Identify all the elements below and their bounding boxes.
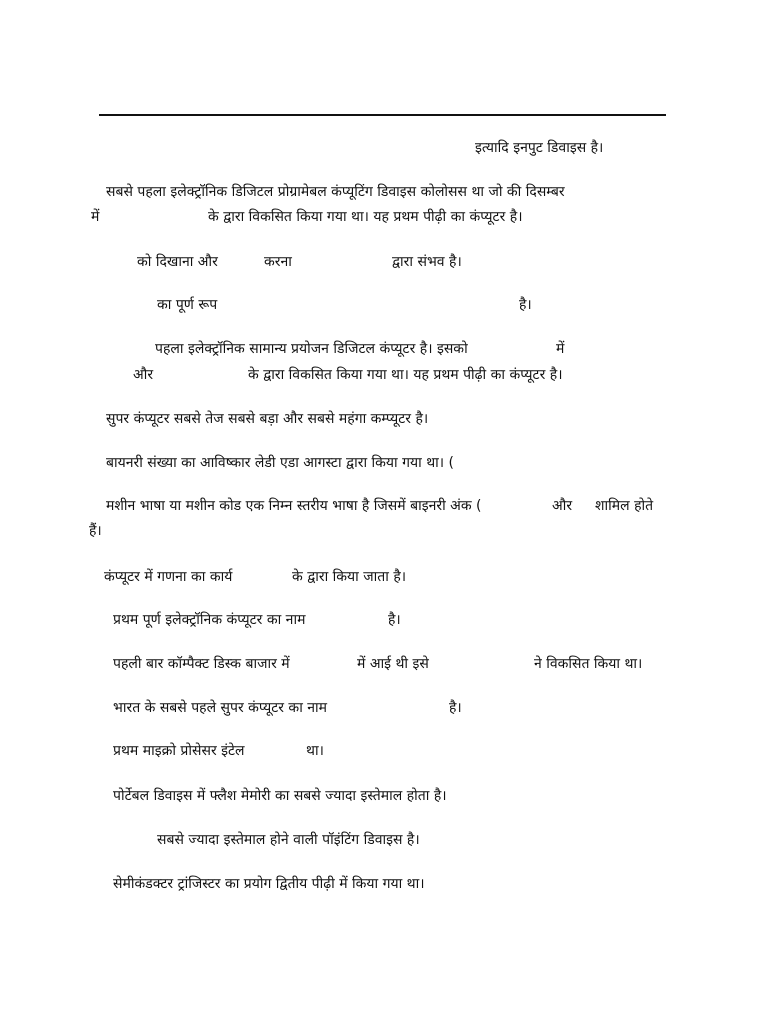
text-line: और <box>552 498 573 514</box>
text-line: के द्वारा विकसित किया गया था। यह प्रथम पीढ़ी का कंप्यूटर है। <box>208 209 523 225</box>
text-line: पोर्टेबल डिवाइस में फ्लैश मेमोरी का सबसे ज्यादा इस्तेमाल होता है। <box>113 788 447 804</box>
text-line: मशीन भाषा या मशीन कोड एक निम्न स्तरीय भाषा है जिसमें बाइनरी अंक ( <box>106 498 482 514</box>
text-line: में आई थी इसे <box>357 656 429 672</box>
text-line: प्रथम माइक्रो प्रोसेसर इंटेल <box>113 743 245 759</box>
text-line: हैं। <box>89 523 102 539</box>
text-line: करना <box>264 254 292 270</box>
text-line: इत्यादि इनपुट डिवाइस है। <box>475 140 604 156</box>
text-line: के द्वारा विकसित किया गया था। यह प्रथम पीढ़ी का कंप्यूटर है। <box>248 367 563 383</box>
text-line: पहली बार कॉम्पैक्ट डिस्क बाजार में <box>113 656 290 672</box>
text-line: शामिल होते <box>595 498 654 514</box>
text-line: ने विकसित किया था। <box>534 656 643 672</box>
text-line: सेमीकंडक्टर ट्रांजिस्टर का प्रयोग द्वितीय पीढ़ी में किया गया था। <box>113 876 425 892</box>
text-line: सबसे ज्यादा इस्तेमाल होने वाली पॉइंटिंग डिवाइस है। <box>157 832 420 848</box>
text-line: प्रथम पूर्ण इलेक्ट्रॉनिक कंप्यूटर का नाम <box>113 612 306 628</box>
text-line: पहला इलेक्ट्रॉनिक सामान्य प्रयोजन डिजिटल कंप्यूटर है। इसको <box>155 341 468 357</box>
text-line: के द्वारा किया जाता है। <box>292 569 407 585</box>
text-line: है। <box>388 612 401 628</box>
text-line: में <box>556 341 565 357</box>
text-line: का पूर्ण रूप <box>157 297 218 313</box>
header-rule <box>99 114 666 116</box>
text-line: भारत के सबसे पहले सुपर कंप्यूटर का नाम <box>113 700 328 716</box>
text-line: सबसे पहला इलेक्ट्रॉनिक डिजिटल प्रोग्रामेबल कंप्यूटिंग डिवाइस कोलोसस था जो की दिसम्बर <box>106 184 565 200</box>
text-line: बायनरी संख्या का आविष्कार लेडी एडा आगस्टा द्वारा किया गया था। ( <box>106 455 454 471</box>
text-line: और <box>133 367 154 383</box>
text-line: था। <box>306 743 324 759</box>
text-line: सुपर कंप्यूटर सबसे तेज सबसे बड़ा और सबसे महंगा कम्प्यूटर है। <box>106 411 429 427</box>
text-line: है। <box>519 297 532 313</box>
text-line: है। <box>449 700 462 716</box>
text-line: को दिखाना और <box>137 254 218 270</box>
text-line: द्वारा संभव है। <box>392 254 462 270</box>
text-line: में <box>91 209 100 225</box>
text-line: कंप्यूटर में गणना का कार्य <box>104 569 233 585</box>
